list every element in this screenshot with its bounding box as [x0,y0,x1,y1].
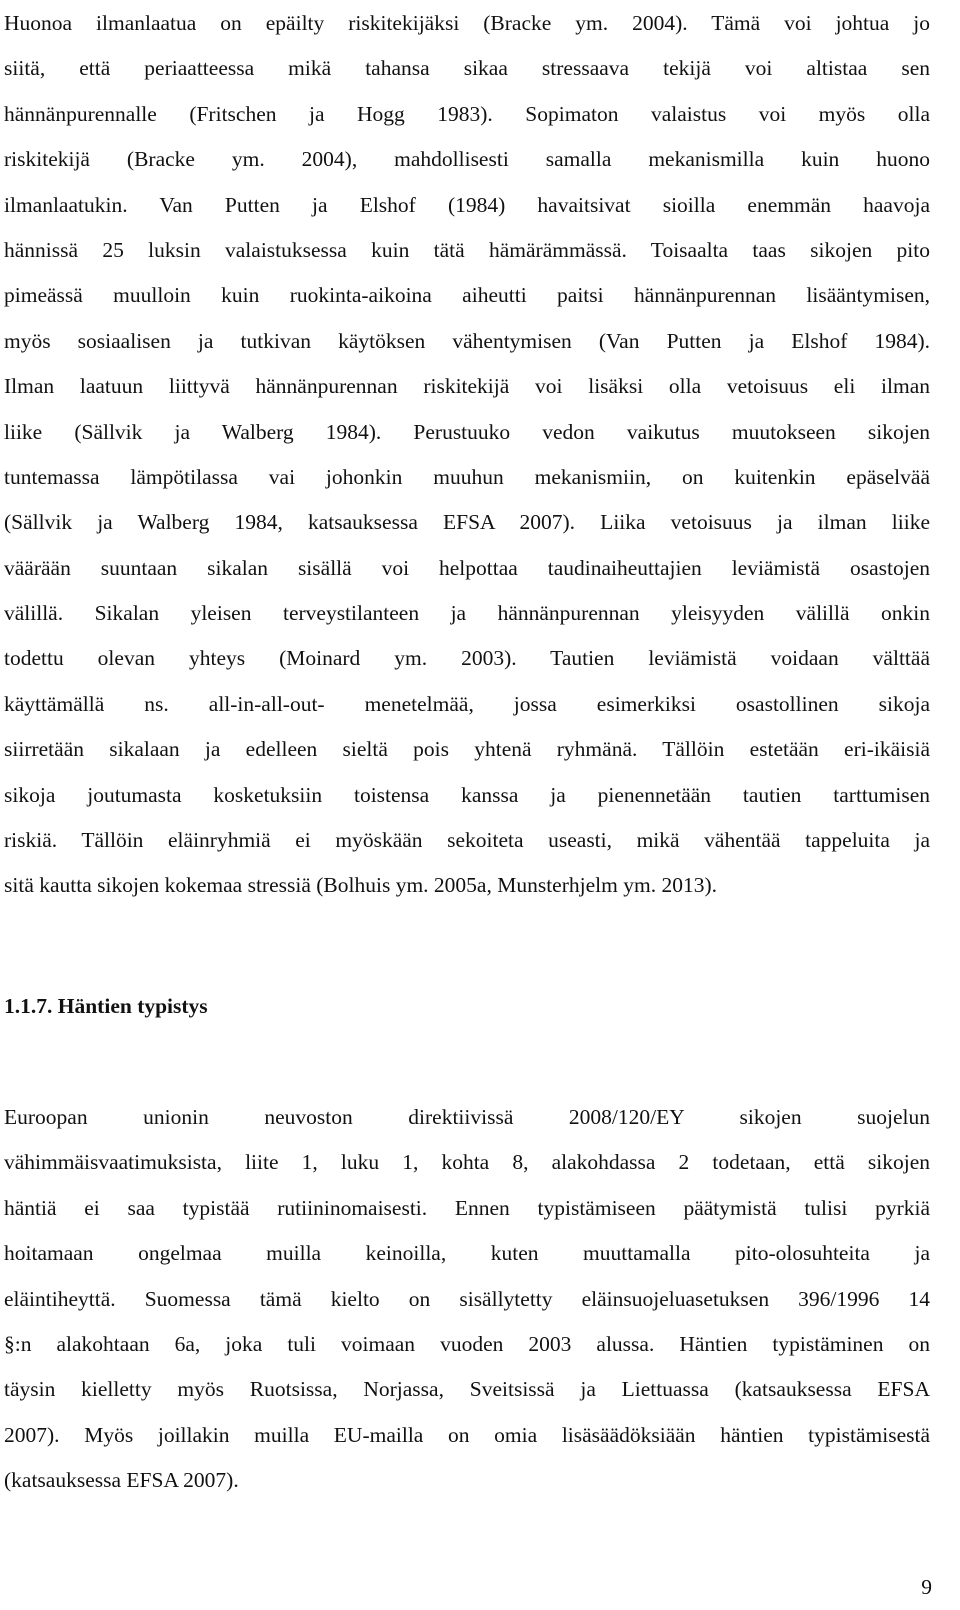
section-title: Häntien typistys [57,994,208,1018]
text-line: (Sällvik ja Walberg 1984, katsauksessa EFSA 2007). Liika vetoisuus ja ilman liike [4,510,930,535]
page-number: 9 [921,1575,932,1599]
text-line: hännissä 25 luksin valaistuksessa kuin tätä hämärämmässä. Toisaalta taas sikojen pito [4,237,930,262]
text-line: §:n alakohtaan 6a, joka tuli voimaan vuoden 2003 alussa. Häntien typistäminen on [4,1331,930,1356]
text-line: sitä kautta sikojen kokemaa stressiä (Bolhuis ym. 2005a, Munsterhjelm ym. 2013). [4,873,717,898]
text-line: vähimmäisvaatimuksista, liite 1, luku 1, kohta 8, alakohdassa 2 todetaan, että sikojen [4,1150,930,1175]
text-line: myös sosiaalisen ja tutkivan käytöksen vähentymisen (Van Putten ja Elshof 1984). [4,328,930,353]
section-number: 1.1.7. [4,994,53,1018]
text-line: täysin kielletty myös Ruotsissa, Norjassa, Sveitsissä ja Liettuassa (katsauksessa EFSA [4,1377,930,1402]
text-line: sikoja joutumasta kosketuksiin toistensa kanssa ja pienennetään tautien tarttumisen [4,782,930,807]
text-line: hoitamaan ongelmaa muilla keinoilla, kuten muuttamalla pito-olosuhteita ja [4,1241,930,1266]
text-line: riskitekijä (Bracke ym. 2004), mahdollisesti samalla mekanismilla kuin huono [4,147,930,172]
text-line: eläintiheyttä. Suomessa tämä kielto on sisällytetty eläinsuojeluasetuksen 396/1996 14 [4,1286,930,1311]
text-line: välillä. Sikalan yleisen terveystilanteen ja hännänpurennan yleisyyden välillä onkin [4,601,930,626]
text-line: siitä, että periaatteessa mikä tahansa sikaa stressaava tekijä voi altistaa sen [4,56,930,81]
text-line: pimeässä muulloin kuin ruokinta-aikoina aiheutti paitsi hännänpurennan lisääntymisen, [4,283,930,308]
text-line: häntiä ei saa typistää rutiininomaisesti. Ennen typistämiseen päätymistä tulisi pyrkiä [4,1195,930,1220]
body-paragraph-air-quality [4,1,930,909]
text-line: tuntemassa lämpötilassa vai johonkin muuhun mekanismiin, on kuitenkin epäselvää [4,464,930,489]
body-paragraph-tail-docking [4,1095,930,1504]
text-line: ilmanlaatukin. Van Putten ja Elshof (1984) havaitsivat sioilla enemmän haavoja [4,192,930,217]
text-line: siirretään sikalaan ja edelleen sieltä pois yhtenä ryhmänä. Tällöin estetään eri-ikäisiä [4,737,930,762]
text-line: riskiä. Tällöin eläinryhmiä ei myöskään sekoiteta useasti, mikä vähentää tappeluita ja [4,828,930,853]
text-line: käyttämällä ns. all-in-all-out- menetelmää, jossa esimerkiksi osastollinen sikoja [4,691,930,716]
text-line: väärään suuntaan sikalan sisällä voi helpottaa taudinaiheuttajien leviämistä osastojen [4,555,930,580]
text-line: todettu olevan yhteys (Moinard ym. 2003). Tautien leviämistä voidaan välttää [4,646,930,671]
section-heading [4,986,208,1026]
text-line: hännänpurennalle (Fritschen ja Hogg 1983). Sopimaton valaistus voi myös olla [4,101,930,126]
text-line: Euroopan unionin neuvoston direktiivissä 2008/120/EY sikojen suojelun [4,1105,930,1129]
text-line: 2007). Myös joillakin muilla EU-mailla on omia lisäsäädöksiään häntien typistämisestä [4,1422,930,1447]
text-line: Huonoa ilmanlaatua on epäilty riskitekijäksi (Bracke ym. 2004). Tämä voi johtua jo [4,11,930,35]
text-line: liike (Sällvik ja Walberg 1984). Perustuuko vedon vaikutus muutokseen sikojen [4,419,930,444]
text-line: Ilman laatuun liittyvä hännänpurennan riskitekijä voi lisäksi olla vetoisuus eli ilman [4,374,930,399]
text-line: (katsauksessa EFSA 2007). [4,1468,239,1493]
